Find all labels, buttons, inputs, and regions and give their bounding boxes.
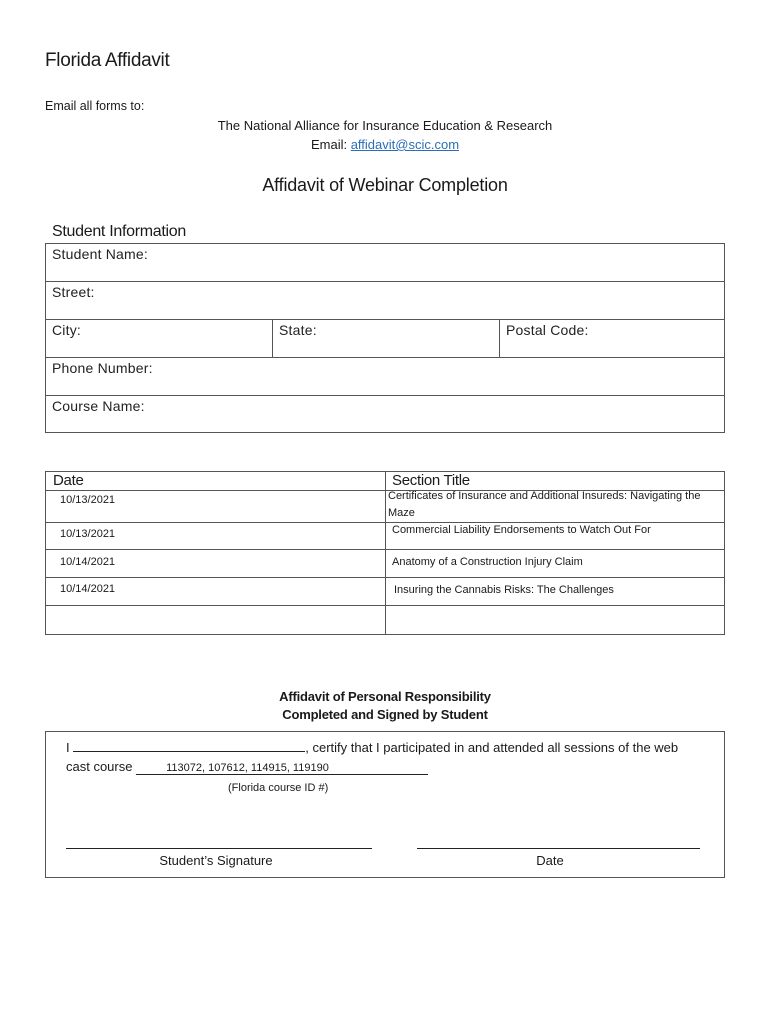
street-label: Street: [52,284,95,300]
signature-line[interactable] [66,848,372,849]
section-title-column-header: Section Title [392,472,470,489]
state-field[interactable] [273,320,499,357]
phone-row[interactable] [46,358,724,396]
sessions-table [45,471,725,635]
affidavit-title [0,688,770,724]
student-info-heading: Student Information [52,223,186,240]
table-row [46,578,724,606]
course-ids: 113072, 107612, 114915, 119190 [136,762,428,775]
session-date: 10/14/2021 [60,556,116,568]
email-instructions: Email all forms to: [45,99,145,113]
postal-code-label: Postal Code: [506,322,589,338]
student-name-blank[interactable] [73,740,305,752]
postal-code-field[interactable] [500,320,724,357]
date-label: Date [536,853,564,868]
cast-course-line [66,759,428,775]
florida-course-id-note: (Florida course ID #) [228,782,329,794]
student-info-table [45,243,725,433]
email-link[interactable]: affidavit@scic.com [350,137,460,152]
session-date: 10/13/2021 [60,528,116,540]
table-row [46,550,724,578]
signature-label: Student’s Signature [159,853,273,868]
session-title: Certificates of Insurance and Additional Insureds: Navigating the Maze [388,490,701,519]
city-field[interactable] [46,320,272,357]
session-title: Commercial Liability Endorsements to Watch Out For [392,524,651,536]
student-name-row[interactable] [46,244,724,282]
date-column-header: Date [53,472,84,489]
course-name-label: Course Name: [52,398,145,414]
cast-course-text: cast course [66,759,133,774]
session-date: 10/13/2021 [60,494,116,506]
session-title: Insuring the Cannabis Risks: The Challenges [394,584,614,596]
affidavit-title-line2: Completed and Signed by Student [282,707,488,722]
table-row [46,523,724,550]
table-row-empty[interactable] [46,606,724,634]
table-row [46,491,724,523]
certification-statement [66,740,678,755]
i-text: I [66,740,70,755]
session-date: 10/14/2021 [60,583,116,595]
city-state-postal-row [46,320,724,358]
certify-text: , certify that I participated in and attended all sessions of the web [305,740,679,755]
email-line [0,137,770,152]
affidavit-title-line1: Affidavit of Personal Responsibility [279,689,491,704]
city-label: City: [52,322,81,338]
course-name-row[interactable] [46,396,724,433]
state-label: State: [279,322,317,338]
student-name-label: Student Name: [52,246,148,262]
date-line[interactable] [417,848,700,849]
form-heading: Affidavit of Webinar Completion [262,175,508,195]
document-title: Florida Affidavit [45,50,170,71]
session-title: Anatomy of a Construction Injury Claim [392,556,583,568]
phone-label: Phone Number: [52,360,153,376]
email-prefix: Email: [310,137,351,152]
organization-name: The National Alliance for Insurance Education & Research [217,118,553,133]
street-row[interactable] [46,282,724,320]
